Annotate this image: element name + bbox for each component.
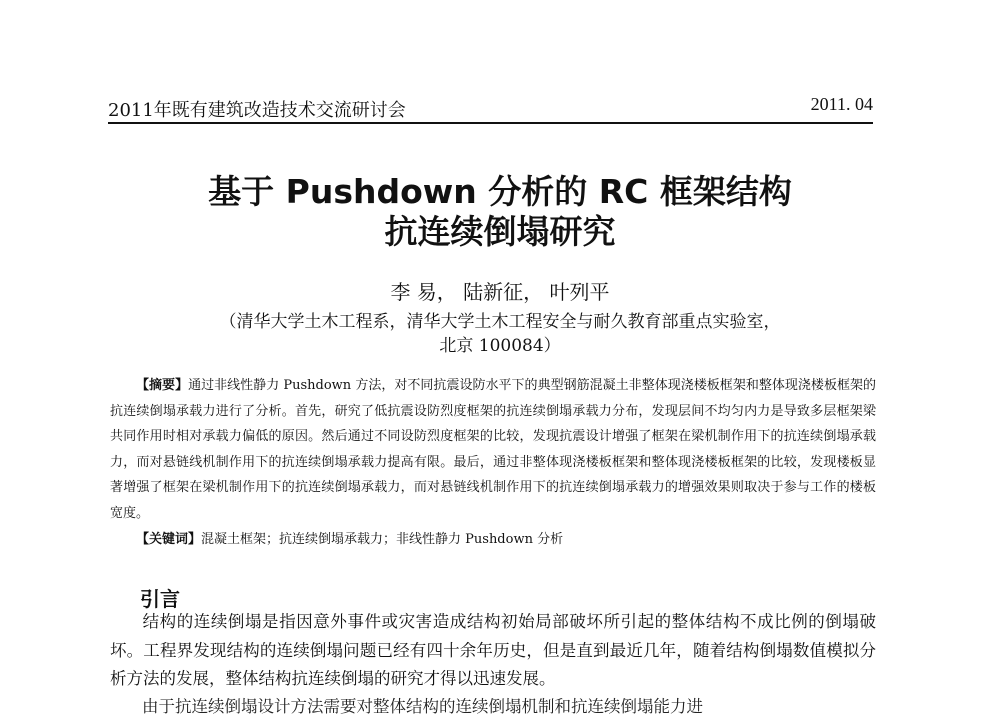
introduction-text: 结构的连续倒塌是指因意外事件或灾害造成结构初始局部破坏所引起的整体结构不成比例的倒塌破坏。工程界发现结构的连续倒塌问题已经有四十余年历史，但是直到最近几年，随着结构倒塌数值模拟分析方法的发展，整体结构抗连续倒塌的研究才得以迅速发展。 [110, 612, 876, 688]
author-list: 李 易， 陆新征， 叶列平 [390, 280, 610, 304]
conference-name: 2011年既有建筑改造技术交流研讨会 [108, 100, 406, 121]
header-rule [108, 122, 873, 124]
affiliation-line-1: （清华大学土木工程系，清华大学土木工程安全与耐久教育部重点实验室， [219, 312, 781, 332]
cut-off-text-line: 由于抗连续倒塌设计方法需要对整体结构的连续倒塌机制和抗连续倒塌能力进 [142, 697, 703, 716]
paper-title-line-2: 抗连续倒塌研究 [384, 212, 616, 251]
abstract-text: 通过非线性静力 Pushdown 方法，对不同抗震设防水平下的典型钢筋混凝土非整体现浇楼板框架和整体现浇楼板框架的抗连续倒塌承载力进行了分析。首先，研究了低抗震设防烈度框架的抗连续倒塌承载力分布，发现层间不均匀内力是导致多层框架梁共同作用时相对承载力偏低的原因。然后通过不同设防烈度框架的比较，发现抗震设计增强了框架在梁机制作用下的抗连续倒塌承载力，而对悬链线机制作用下的抗连续倒塌承载力提高有限。最后，通过非整体现浇楼板框架和整体现浇楼板框架的比较，发现楼板显著增强了框架在梁机制作用下的抗连续倒塌承载力，而对悬链线机制作用下的抗连续倒塌承载力的增强效果则取决于参与工作的楼板宽度。 [110, 378, 876, 521]
keywords [136, 528, 563, 547]
affiliation-line-2: 北京 100084） [439, 336, 561, 356]
abstract [110, 373, 876, 526]
header-date: 2011. 04 [810, 94, 873, 114]
running-header [108, 92, 873, 124]
keywords-label: 【关键词】 [136, 532, 202, 547]
paper-title-line-1: 基于 Pushdown 分析的 RC 框架结构 [208, 172, 792, 211]
abstract-label: 【摘要】 [136, 378, 189, 393]
introduction-paragraph [110, 608, 876, 694]
keywords-text: 混凝土框架；抗连续倒塌承载力；非线性静力 Pushdown 分析 [201, 532, 564, 547]
section-heading-introduction: 引言 [140, 587, 180, 611]
